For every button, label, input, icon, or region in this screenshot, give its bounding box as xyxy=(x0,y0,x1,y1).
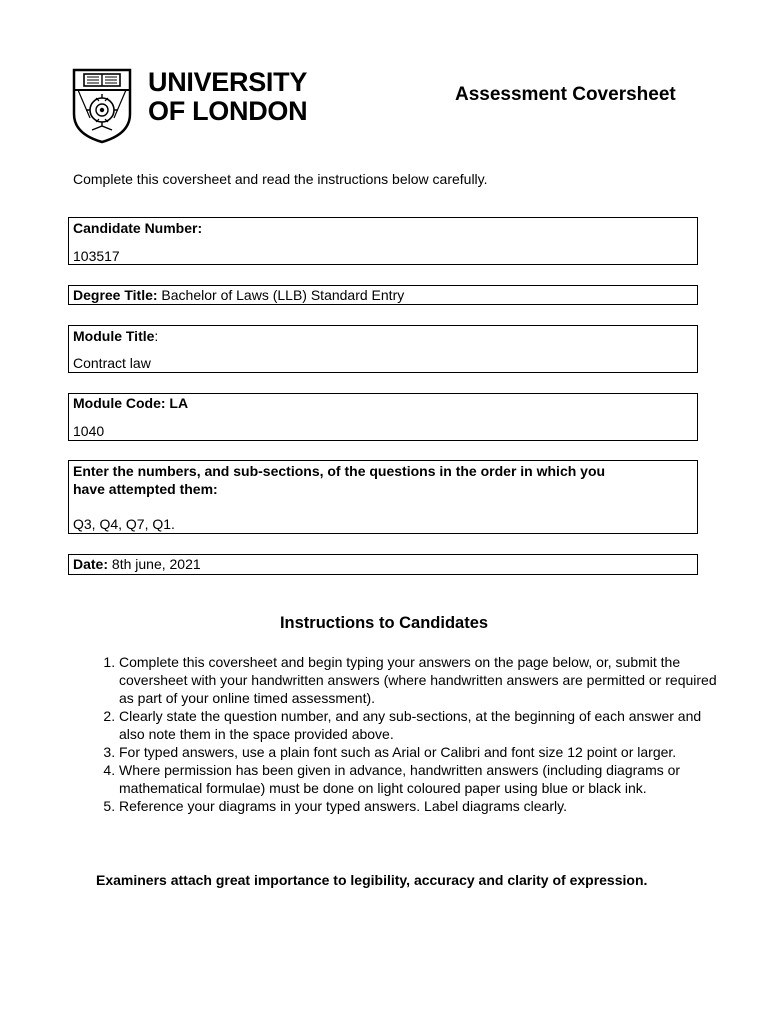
candidate-number-label: Candidate Number: xyxy=(73,220,203,236)
intro-text: Complete this coversheet and read the instructions below carefully. xyxy=(73,171,488,187)
instruction-item: 2. Clearly state the question number, and any sub-sections, at the beginning of each answer and also note them in the space provided above. xyxy=(119,707,719,743)
instruction-item: 4. Where permission has been given in advance, handwritten answers (including diagrams or mathematical formulae) must be done on light coloured paper using blue or black ink. xyxy=(119,761,719,797)
degree-title-value[interactable]: Bachelor of Laws (LLB) Standard Entry xyxy=(157,287,405,303)
module-title-value[interactable]: Contract law xyxy=(73,355,151,371)
degree-title-label: Degree Title: xyxy=(73,287,158,303)
module-title-label: Module Title xyxy=(73,328,155,344)
module-code-value[interactable]: 1040 xyxy=(73,423,105,439)
questions-attempted-box[interactable] xyxy=(68,460,698,534)
module-code-label: Module Code: LA xyxy=(73,395,189,411)
university-name-line1: UNIVERSITY xyxy=(148,67,308,97)
instructions-list xyxy=(95,653,719,815)
crest-icon xyxy=(72,68,132,144)
candidate-number-box[interactable] xyxy=(68,217,698,265)
module-title-box[interactable] xyxy=(68,325,698,373)
university-name xyxy=(148,68,307,126)
examiners-note: Examiners attach great importance to legibility, accuracy and clarity of expression. xyxy=(96,872,648,888)
instruction-item: 3. For typed answers, use a plain font such as Arial or Calibri and font size 12 point or larger. xyxy=(119,743,719,761)
date-box[interactable] xyxy=(68,554,698,575)
document-title: Assessment Coversheet xyxy=(455,84,676,105)
date-label: Date: xyxy=(73,556,109,572)
module-code-box[interactable] xyxy=(68,393,698,441)
questions-value[interactable]: Q3, Q4, Q7, Q1. xyxy=(73,516,175,532)
degree-title-box[interactable] xyxy=(68,285,698,305)
candidate-number-value[interactable]: 103517 xyxy=(73,248,120,264)
university-logo xyxy=(72,68,322,148)
university-name-line2: OF LONDON xyxy=(148,96,308,126)
instructions-title: Instructions to Candidates xyxy=(279,614,489,632)
questions-label-line2: have attempted them: xyxy=(73,481,218,497)
questions-label-line1: Enter the numbers, and sub-sections, of the questions in the order in which you xyxy=(73,463,606,479)
date-value[interactable]: 8th june, 2021 xyxy=(108,556,201,572)
instruction-item: 1. Complete this coversheet and begin typing your answers on the page below, or, submit the coversheet with your handwritten answers (where handwritten answers are permitted or required as part of your online timed assessment). xyxy=(119,653,719,707)
module-title-label-colon: : xyxy=(154,328,159,344)
instruction-item: 5. Reference your diagrams in your typed answers. Label diagrams clearly. xyxy=(119,797,719,815)
